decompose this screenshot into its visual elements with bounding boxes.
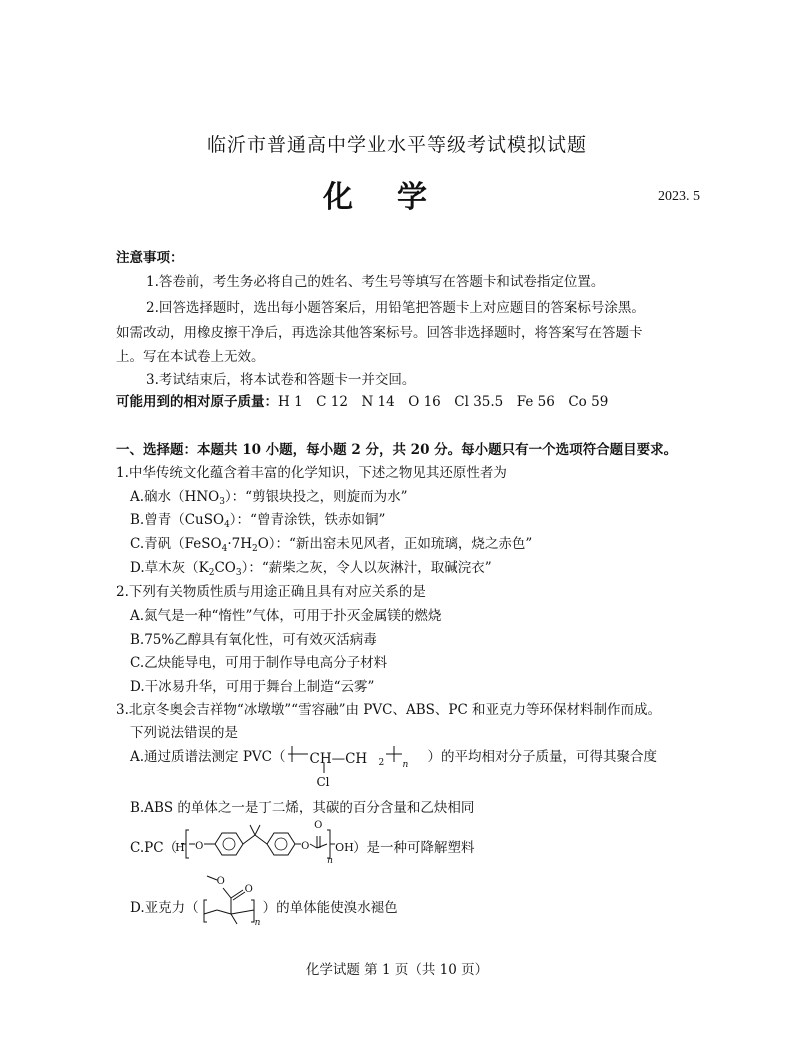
pc-oh: OH: [335, 840, 354, 854]
pvc-n: n: [402, 759, 409, 770]
exam-date: 2023. 5: [658, 189, 700, 204]
question-2-option-d: D.干冰易升华，可用于舞台上制造“云雾”: [130, 679, 375, 695]
q1-c-mid: ·7H: [227, 536, 252, 552]
q1-d-post: ）：“薪柴之灰，令人以灰淋汁，取碱浣衣”: [241, 560, 492, 576]
pc-h: H: [175, 840, 185, 854]
question-1-option-c: [130, 532, 532, 552]
pc-o1: O: [195, 840, 204, 852]
q1-a-sub: 3: [219, 497, 225, 507]
pc-o3: O: [314, 819, 323, 831]
notice-item-2-line-2: 如需改动，用橡皮擦干净后，再选涂其他答案标号。回答非选择题时，将答案写在答题卡: [116, 325, 643, 341]
acrylic-n: n: [254, 917, 261, 928]
pc-o2: O: [301, 840, 310, 852]
q1-c-pre: C.青矾（FeSO: [130, 536, 222, 552]
q3-d-post: ）的单体能使溴水褪色: [262, 900, 398, 916]
notice-item-2-line-3: 上。写在本试卷上无效。: [116, 349, 265, 365]
q1-d-mid: CO: [214, 560, 236, 576]
question-3-stem-line-1: 3.北京冬奥会吉祥物“冰墩墩”“雪容融”由 PVC、ABS、PC 和亚克力等环保材料制作而成。: [116, 702, 662, 718]
section-1-heading: 一、选择题：本题共 10 小题，每小题 2 分，共 20 分。每小题只有一个选项符合题目要求。: [116, 442, 678, 458]
question-2-option-b: B.75%乙醇具有氧化性，可有效灭活病毒: [130, 632, 377, 648]
notice-item-3: 3.考试结束后，将本试卷和答题卡一并交回。: [146, 372, 416, 388]
atomic-mass-values: H 1 C 12 N 14 O 16 Cl 35.5 Fe 56 Co 59: [278, 394, 609, 410]
atomic-mass-label: 可能用到的相对原子质量：: [116, 394, 278, 410]
q1-d-sub2: 3: [235, 568, 242, 578]
acrylic-structure-drawing: [199, 870, 263, 930]
notice-heading: 注意事项：: [116, 250, 184, 266]
question-2-option-c: C.乙炔能导电，可用于制作导电高分子材料: [130, 655, 388, 671]
atomic-mass-line: [116, 390, 608, 410]
q1-c-post: O）：“新出窑未见风者，正如琉璃，烧之赤色”: [257, 536, 533, 552]
q1-c-sub2: 2: [251, 544, 258, 554]
acrylic-o2: O: [244, 883, 253, 895]
exam-title: 临沂市普通高中学业水平等级考试模拟试题: [206, 134, 587, 156]
question-3-option-b: B.ABS 的单体之一是丁二烯，其碳的百分含量和乙炔相同: [130, 800, 475, 816]
q1-a-pre: A.硇水（HNO: [130, 489, 220, 505]
pvc-structure: CH—CH 2 n Cl: [286, 751, 428, 765]
q3-d-pre: D.亚克力（: [130, 900, 199, 916]
notice-item-2-line-1: 2.回答选择题时，选出每小题答案后，用铅笔把答题卡上对应题目的答案标号涂黑。: [146, 300, 645, 316]
question-1-option-b: [130, 508, 385, 528]
pc-n: n: [327, 855, 333, 866]
question-3-option-c: [130, 819, 475, 866]
q1-d-sub1: 2: [208, 568, 215, 578]
question-3-option-d: [130, 875, 398, 928]
question-1-stem: 1.中华传统文化蕴含着丰富的化学知识，下述之物见其还原性者为: [116, 465, 507, 481]
question-1-option-d: [130, 556, 492, 576]
pvc-cl: Cl: [316, 774, 330, 789]
acrylic-o1: O: [216, 875, 225, 887]
question-2-stem: 2.下列有关物质性质与用途正确且具有对应关系的是: [116, 584, 426, 600]
q3-a-post: ）的平均相对分子质量，可得其聚合度: [427, 749, 657, 765]
page-footer: 化学试题 第 1 页（共 10 页）: [305, 962, 489, 978]
question-2-option-a: A.氮气是一种“惰性”气体，可用于扑灭金属镁的燃烧: [130, 608, 442, 624]
pvc-formula-text: CH—CH: [309, 750, 368, 767]
notice-item-1: 1.答卷前，考生务必将自己的姓名、考生号等填写在答题卡和试卷指定位置。: [146, 274, 605, 290]
q1-b-post: ）：“曾青涂铁，铁赤如铜”: [229, 512, 386, 528]
acrylic-structure: [199, 875, 263, 928]
question-3-option-a: [130, 745, 657, 789]
question-1-option-a: [130, 485, 408, 505]
subject-title: 化学: [323, 180, 471, 215]
q3-a-pre: A.通过质谱法测定 PVC（: [130, 749, 286, 765]
q3-c-post: ）是一种可降解塑料: [353, 840, 475, 856]
q1-a-post: ）：“剪银块投之，则旋而为水”: [224, 489, 408, 505]
q1-b-sub: 4: [224, 520, 230, 530]
q3-c-pre: C.PC（: [130, 840, 178, 856]
pc-structure: [175, 819, 354, 866]
q1-c-sub1: 4: [221, 544, 228, 554]
q1-d-pre: D.草木灰（K: [130, 560, 209, 576]
question-3-stem-line-2: 下列说法错误的是: [130, 725, 238, 741]
q1-b-pre: B.曾青（CuSO: [130, 512, 225, 528]
